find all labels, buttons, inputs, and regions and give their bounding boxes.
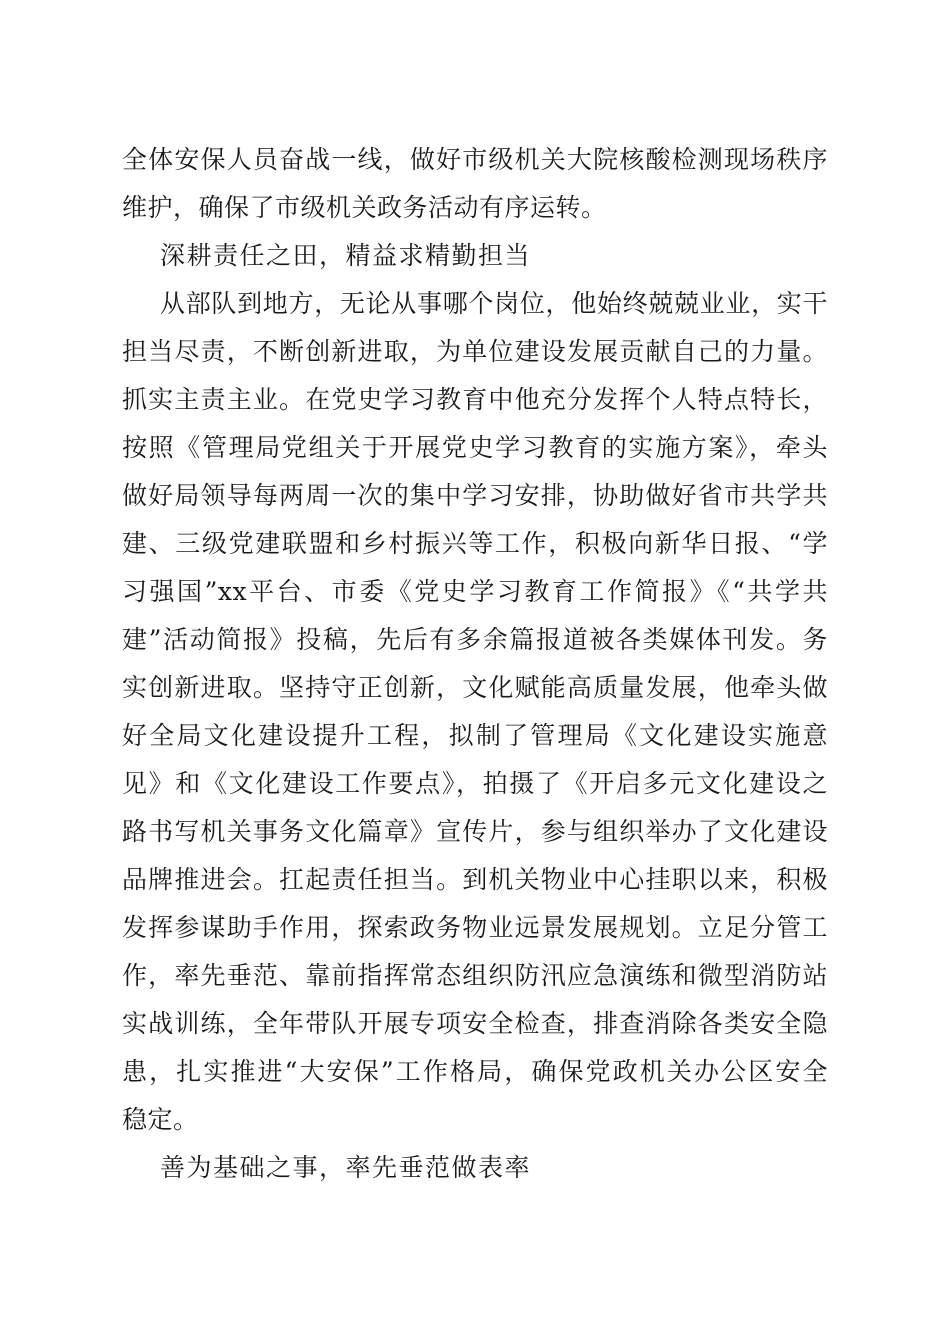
paragraph-line: 建”活动简报》投稿，先后有多余篇报道被各类媒体刊发。务 — [122, 625, 828, 654]
paragraph-line: 按照《管理局党组关于开展党史学习教育的实施方案》，牵头 — [122, 433, 828, 462]
paragraph-line: 全体安保人员奋战一线，做好市级机关大院核酸检测现场秩序 — [122, 145, 828, 174]
paragraph-line: 做好局领导每两周一次的集中学习安排，协助做好省市共学共 — [122, 481, 828, 510]
paragraph-line: 从部队到地方，无论从事哪个岗位，他始终兢兢业业，实干 — [160, 289, 828, 318]
paragraph-line: 建、三级党建联盟和乡村振兴等工作，积极向新华日报、“学 — [122, 529, 828, 558]
paragraph-line: 习强国”xx平台、市委《党史学习教育工作简报》《“共学共 — [122, 577, 828, 606]
paragraph-line: 发挥参谋助手作用，探索政务物业远景发展规划。立足分管工 — [122, 913, 828, 942]
section-heading: 善为基础之事，率先垂范做表率 — [160, 1153, 532, 1182]
paragraph-line: 抓实主责主业。在党史学习教育中他充分发挥个人特点特长， — [122, 385, 828, 414]
paragraph-line: 见》和《文化建设工作要点》，拍摄了《开启多元文化建设之 — [122, 769, 828, 798]
paragraph-line: 维护，确保了市级机关政务活动有序运转。 — [122, 193, 607, 222]
paragraph-line: 患，扎实推进“大安保”工作格局，确保党政机关办公区安全 — [122, 1057, 828, 1086]
paragraph-line: 作，率先垂范、靠前指挥常态组织防汛应急演练和微型消防站 — [122, 961, 828, 990]
paragraph-line: 品牌推进会。扛起责任担当。到机关物业中心挂职以来，积极 — [122, 865, 828, 894]
paragraph-line: 担当尽责，不断创新进取，为单位建设发展贡献自己的力量。 — [122, 337, 828, 366]
section-heading: 深耕责任之田，精益求精勤担当 — [160, 241, 532, 270]
paragraph-line: 实创新进取。坚持守正创新，文化赋能高质量发展，他牵头做 — [122, 673, 828, 702]
paragraph-line: 路书写机关事务文化篇章》宣传片，参与组织举办了文化建设 — [122, 817, 828, 846]
paragraph-line: 好全局文化建设提升工程，拟制了管理局《文化建设实施意 — [122, 721, 828, 750]
paragraph-line: 稳定。 — [122, 1105, 199, 1134]
paragraph-line: 实战训练，全年带队开展专项安全检查，排查消除各类安全隐 — [122, 1009, 828, 1038]
